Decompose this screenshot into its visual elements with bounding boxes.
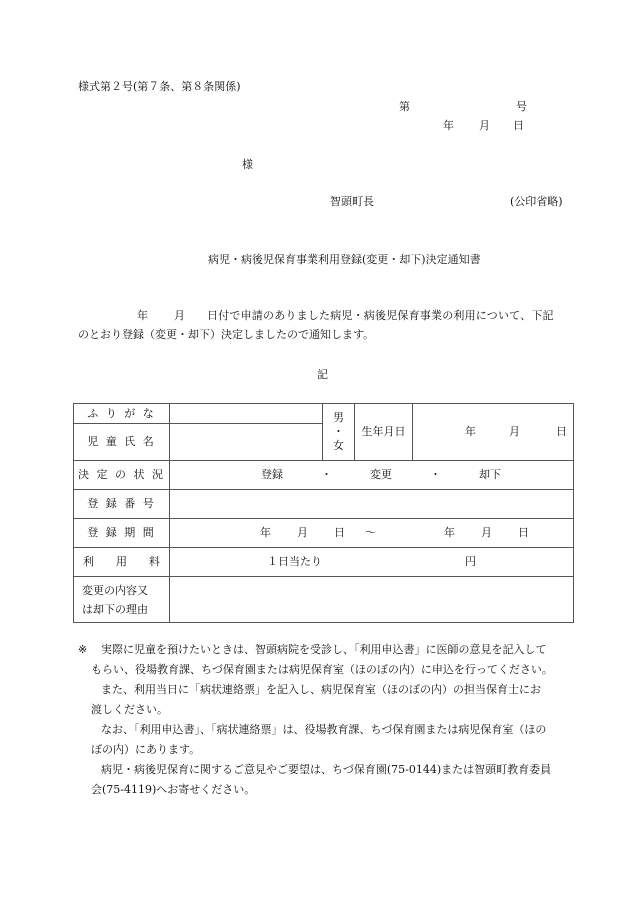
doc-number-suffix: 号 (516, 100, 527, 113)
birth-day: 日 (556, 425, 567, 438)
option-register: 登録 (261, 468, 283, 481)
furigana-label: ふ り が な (74, 404, 170, 424)
option-reject: 却下 (479, 468, 501, 481)
to-month: 月 (481, 526, 492, 539)
body-line-1: 日付で申請のありました病児・病後児保育事業の利用について、下記 (207, 309, 554, 322)
sex-female: 女 (333, 439, 344, 452)
note-mark: ※ (78, 643, 88, 656)
from-year: 年 (260, 526, 271, 539)
decision-label: 決 定 の 状 況 (74, 461, 170, 490)
body-date-year: 年 (137, 309, 148, 322)
registration-number-field[interactable] (170, 490, 574, 519)
decision-field[interactable] (170, 461, 574, 490)
note-line: また、利用当日に「病状連絡票」を記入し、病児保育室（ほのぼの内）の担当保育士にお (101, 683, 541, 696)
sex-cell[interactable] (323, 404, 355, 461)
birth-year: 年 (465, 425, 476, 438)
seal-note: (公印省略) (510, 195, 563, 208)
to-year: 年 (444, 526, 455, 539)
note-line: なお、「利用申込書」、「病状連絡票」は、役場教育課、ちづ保育園または病児保育室（ほの (101, 723, 547, 736)
note-line: 実際に児童を預けたいときは、智頭病院を受診し、「利用申込書」に医師の意見を記入して (101, 643, 547, 656)
fee-label: 利 用 料 (74, 548, 170, 577)
note-line: 渡しください。 (91, 703, 168, 716)
birthdate-label: 生年月日 (355, 404, 413, 461)
body-line-2: のとおり登録（変更・却下）決定しましたので通知します。 (78, 328, 375, 341)
period-label: 登 録 期 間 (74, 519, 170, 548)
ki-heading: 記 (317, 368, 328, 381)
birth-month: 月 (509, 425, 520, 438)
recipient-suffix: 様 (242, 158, 253, 171)
fee-per-day: １日当たり (267, 555, 322, 568)
from-month: 月 (297, 526, 308, 539)
reason-field[interactable] (170, 577, 574, 623)
period-field[interactable] (170, 519, 574, 548)
date-day: 日 (513, 119, 524, 132)
child-name-field[interactable] (170, 424, 323, 461)
period-separator: ～ (365, 526, 376, 539)
option-separator: ・ (321, 468, 332, 481)
fee-unit: 円 (465, 555, 476, 568)
body-date-month: 月 (174, 309, 185, 322)
reason-label-line-2: は却下の理由 (82, 602, 148, 616)
furigana-field[interactable] (170, 404, 323, 424)
note-line: ぼの内）にあります。 (91, 743, 201, 756)
date-month: 月 (479, 119, 490, 132)
note-line: もらい、役場教育課、ちづ保育園または病児保育室（ほのぼの内）に申込を行ってください。 (91, 663, 553, 676)
sex-male: 男 (333, 411, 344, 424)
doc-number-prefix: 第 (399, 100, 410, 113)
reason-label-line-1: 変更の内容又 (82, 583, 148, 597)
note-line: 会(75-4119)へお寄せください。 (91, 783, 256, 796)
birthdate-field[interactable] (413, 404, 574, 461)
option-separator: ・ (430, 468, 441, 481)
child-name-label: 児 童 氏 名 (74, 424, 170, 461)
date-year: 年 (443, 119, 454, 132)
sex-separator: ・ (333, 425, 344, 438)
to-day: 日 (518, 526, 529, 539)
fee-field[interactable] (170, 548, 574, 577)
registration-number-label: 登 録 番 号 (74, 490, 170, 519)
from-day: 日 (334, 526, 345, 539)
reason-label (74, 577, 170, 623)
document-title: 病児・病後児保育事業利用登録(変更・却下)決定通知書 (208, 253, 481, 266)
option-change: 変更 (370, 468, 392, 481)
issuer: 智頭町長 (330, 195, 374, 208)
form-number: 様式第２号(第７条、第８条関係) (78, 80, 241, 93)
note-line: 病児・病後児保育に関するご意見やご要望は、ちづ保育園(75-0144)または智頭町教育委員 (101, 763, 552, 776)
details-table (73, 403, 574, 623)
